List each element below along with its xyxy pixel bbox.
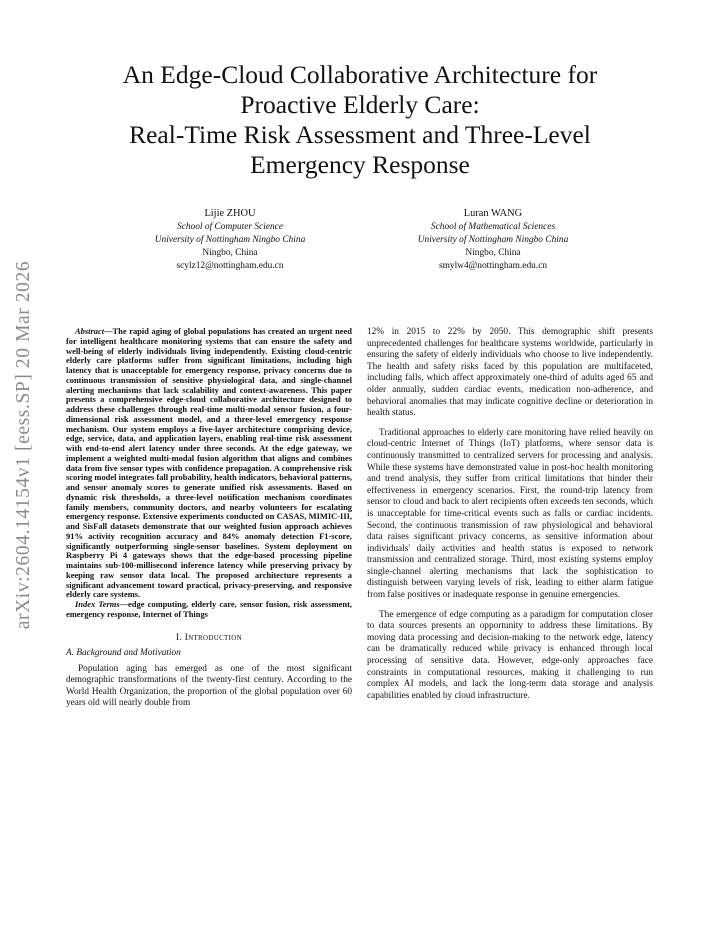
section-number: I. bbox=[176, 632, 185, 643]
abstract-lead: Abstract bbox=[75, 326, 105, 336]
section-heading-introduction bbox=[66, 633, 352, 645]
index-terms-lead: Index Terms bbox=[75, 599, 120, 609]
author-location: Ningbo, China bbox=[465, 248, 521, 258]
index-terms-text: —edge computing, elderly care, sensor fusion, risk assessment, emergency response, Internet of Things bbox=[66, 599, 352, 619]
author-department: School of Computer Science bbox=[177, 222, 283, 232]
left-column bbox=[66, 327, 352, 718]
abstract-text: —The rapid aging of global populations has created an urgent need for intelligent healthcare monitoring systems that can ensure the safety and well-being of elderly individuals living independently. Existing cloud-centric elderly care platforms suffer from significant limitations, including high latency that is unacceptable for emergency response, privacy concerns due to continuous transmission of sensitive physiological data, and single-channel alerting mechanisms that lack scalability and context-awareness. This paper presents a comprehensive edge-cloud collaborative architecture designed to address these challenges through real-time multi-modal sensor fusion, a four-dimensional risk assessment model, and a three-level emergency response mechanism. Our system employs a five-layer architecture comprising device, edge, service, data, and application layers, enabling real-time risk assessment with end-to-end alert latency under three seconds. At the edge gateway, we implement a weighted multi-modal fusion algorithm that aligns and combines data from five sensor types with confidence propagation. A comprehensive risk scoring model integrates fall probability, health indicators, behavioral patterns, and sensor anomaly scores to generate unified risk assessments. Based on dynamic risk thresholds, a three-level notification mechanism coordinates family members, community doctors, and nearby volunteers for escalating emergency response. Extensive experiments conducted on CASAS, MIMIC-III, and SisFall datasets demonstrate that our weighted fusion approach achieves 91% activity recognition accuracy and 84% anomaly detection F1-score, significantly outperforming single-sensor baselines. System deployment on Raspberry Pi 4 gateways shows that the edge-based processing pipeline maintains sub-100-millisecond inference latency while preserving privacy by keeping raw sensor data local. The proposed architecture represents a significant advancement toward practical, privacy-preserving, and responsive elderly care systems. bbox=[66, 326, 352, 600]
title-line: An Edge-Cloud Collaborative Architecture for bbox=[122, 60, 598, 89]
author-location: Ningbo, China bbox=[202, 248, 258, 258]
author-department: School of Mathematical Sciences bbox=[430, 222, 556, 232]
author-block-1 bbox=[100, 207, 360, 273]
section-title: Introduction bbox=[184, 632, 242, 643]
body-paragraph: The emergence of edge computing as a paradigm for computation closer to data sources presents an opportunity to address these limitations. By moving data processing and decision-making to the network edge, latency can be dramatically reduced while privacy is enhanced through local processing of sensitive data. However, edge-only approaches face constraints in computational resources, making it challenging to run complex AI models, and lack the long-term data storage and analysis capabilities enabled by cloud infrastructure. bbox=[367, 609, 653, 701]
index-terms bbox=[66, 600, 352, 620]
title-line: Real-Time Risk Assessment and Three-Level bbox=[129, 120, 591, 149]
body-paragraph: 12% in 2015 to 22% by 2050. This demographic shift presents unprecedented challenges for healthcare systems worldwide, particularly in ensuring the safety of elderly individuals who choose to live independently. The health and safety risks faced by this population are multifaceted, including falls, which affect approximately one-third of adults aged 65 and older annually, sudden cardiac events, medication non-adherence, and behavioral anomalies that may indicate cognitive decline or deterioration in health status. bbox=[367, 327, 653, 419]
paper-title bbox=[60, 60, 660, 180]
arxiv-identifier bbox=[2, 260, 46, 630]
author-email: smylw4@nottingham.edu.cn bbox=[438, 261, 548, 271]
body-paragraph: Population aging has emerged as one of the most significant demographic transformations of the twenty-first century. According to the World Health Organization, the proportion of the global population over 60 years old will nearly double from bbox=[66, 663, 352, 709]
subsection-heading-background: A. Background and Motivation bbox=[66, 648, 181, 659]
author-email: scylz12@nottingham.edu.cn bbox=[176, 261, 284, 271]
title-line: Emergency Response bbox=[250, 150, 470, 179]
author-university: University of Nottingham Ningbo China bbox=[154, 235, 306, 245]
title-line: Proactive Elderly Care: bbox=[240, 90, 480, 119]
arxiv-identifier-text: arXiv:2604.14154v1 [eess.SP] 20 Mar 2026 bbox=[13, 260, 34, 630]
right-column bbox=[367, 327, 653, 710]
author-name: Luran WANG bbox=[463, 208, 523, 219]
author-block-2 bbox=[363, 207, 623, 273]
author-university: University of Nottingham Ningbo China bbox=[417, 235, 569, 245]
body-paragraph: Traditional approaches to elderly care monitoring have relied heavily on cloud-centric Internet of Things (IoT) platforms, where sensor data is continuously transmitted to centralized servers for processing and analysis. While these systems have demonstrated value in post-hoc health monitoring and trend analysis, they suffer from critical limitations that hinder their effectiveness in emergency scenarios. First, the round-trip latency from sensor to cloud and back to alert recipients often exceeds ten seconds, which is unacceptable for time-critical events such as falls or cardiac incidents. Second, the continuous transmission of raw physiological and behavioral data raises significant privacy concerns, as sensitive information about individuals' daily activities and health status is exposed to network transmission and centralized storage. Third, most existing systems employ single-channel alerting mechanisms that lack the sophistication to distinguish between varying levels of risk, leading to either alarm fatigue from false positives or inadequate response in genuine emergencies. bbox=[367, 427, 653, 601]
author-name: Lijie ZHOU bbox=[204, 208, 256, 219]
abstract bbox=[66, 327, 352, 600]
